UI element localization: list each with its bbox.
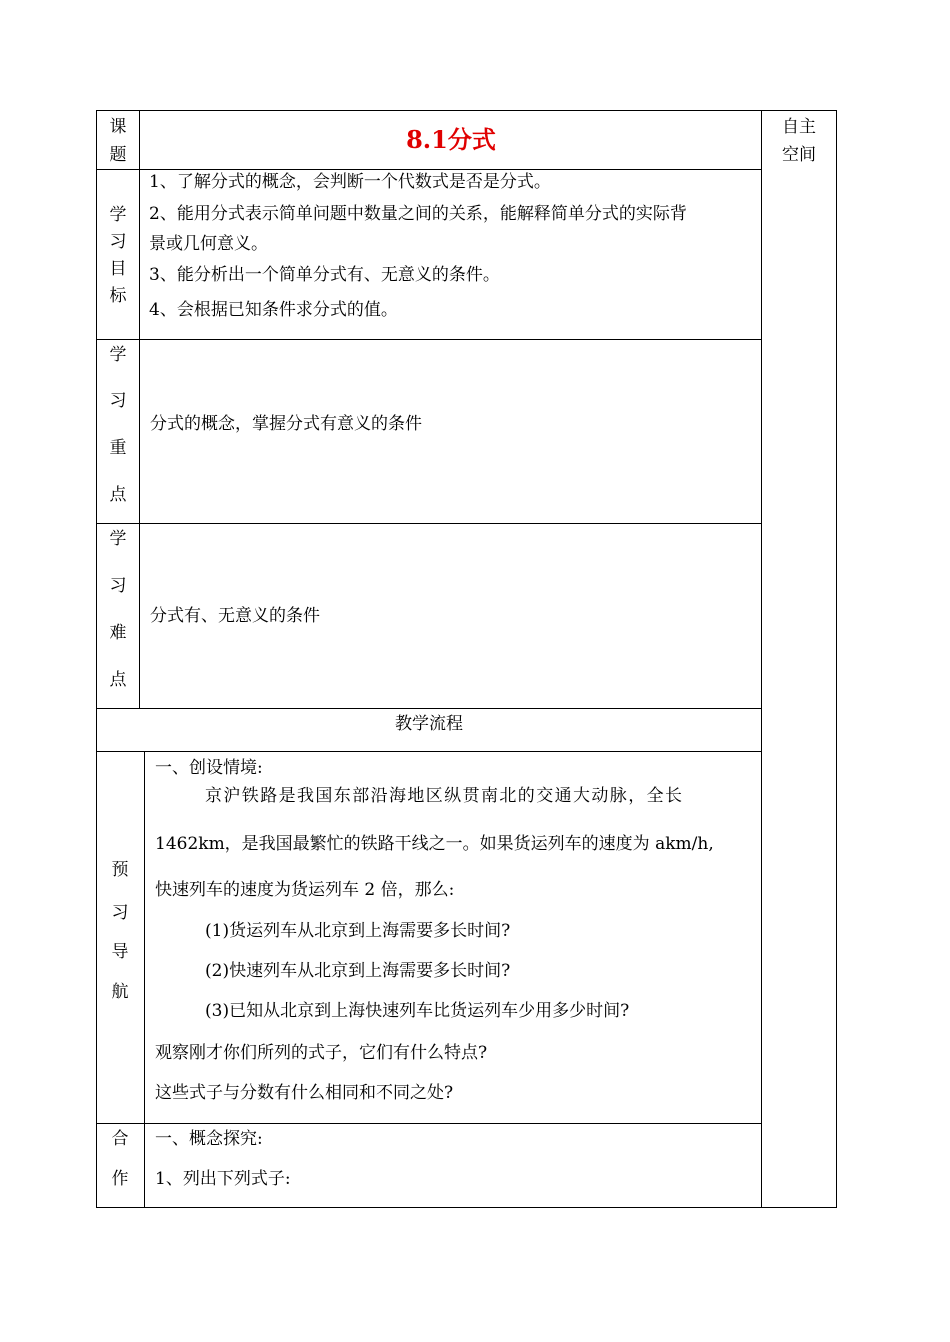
column-divider [144, 751, 145, 1207]
preview-line: 观察刚才你们所列的式子，它们有什么特点? [155, 1043, 488, 1063]
difficulties-label-char: 习 [109, 576, 127, 596]
preview-line: 快速列车的速度为货运列车 2 倍，那么: [155, 880, 455, 900]
row-divider [96, 751, 762, 752]
preview-line: (2)快速列车从北京到上海需要多长时间? [205, 961, 511, 981]
row-divider [96, 523, 762, 524]
self-space-label-line2: 空间 [782, 145, 816, 165]
topic-label-line1: 课 [109, 117, 127, 137]
objectives-label-char: 标 [109, 286, 127, 306]
objective-line: 3、能分析出一个简单分式有、无意义的条件。 [149, 265, 500, 285]
preview-line: 1462km，是我国最繁忙的铁路干线之一。如果货运列车的速度为 akm/h, [155, 834, 714, 854]
objective-line: 4、会根据已知条件求分式的值。 [149, 300, 398, 320]
row-divider [96, 169, 762, 170]
flow-heading: 教学流程 [395, 714, 463, 734]
preview-line: (1)货运列车从北京到上海需要多长时间? [205, 921, 511, 941]
table-border-right [836, 110, 837, 1208]
preview-line: 这些式子与分数有什么相同和不同之处? [155, 1083, 454, 1103]
objectives-label-char: 学 [109, 205, 127, 225]
difficulties-label-char: 难 [109, 623, 127, 643]
cooperation-line: 一、概念探究: [155, 1129, 263, 1149]
difficulties-label-char: 学 [109, 529, 127, 549]
page-title: 8.1分式 [406, 125, 496, 154]
preview-label-char: 导 [111, 942, 129, 962]
preview-label-char: 航 [111, 982, 129, 1002]
difficulties-text: 分式有、无意义的条件 [150, 606, 320, 626]
column-divider [139, 110, 140, 708]
table-border-top [96, 110, 837, 111]
key-points-label-char: 点 [109, 485, 127, 505]
difficulties-label-char: 点 [109, 670, 127, 690]
key-points-text: 分式的概念，掌握分式有意义的条件 [150, 414, 422, 434]
cooperation-label-char: 作 [111, 1169, 129, 1189]
preview-label-char: 预 [111, 860, 129, 880]
row-divider [96, 339, 762, 340]
table-border-bottom [96, 1207, 837, 1208]
row-divider [96, 1123, 762, 1124]
table-border-left [96, 110, 97, 1208]
objective-line: 2、能用分式表示简单问题中数量之间的关系，能解释简单分式的实际背 [149, 204, 687, 224]
objective-line: 景或几何意义。 [149, 234, 268, 254]
column-divider-self-space [761, 110, 762, 1208]
preview-line: 京沪铁路是我国东部沿海地区纵贯南北的交通大动脉，全长 [205, 786, 684, 806]
preview-label-char: 习 [111, 903, 129, 923]
key-points-label-char: 学 [109, 345, 127, 365]
preview-line: (3)已知从北京到上海快速列车比货运列车少用多少时间? [205, 1001, 630, 1021]
objectives-label-char: 目 [109, 259, 127, 279]
objective-line: 1、了解分式的概念，会判断一个代数式是否是分式。 [149, 172, 551, 192]
self-space-label-line1: 自主 [782, 117, 816, 137]
cooperation-label-char: 合 [111, 1129, 129, 1149]
cooperation-line: 1、列出下列式子: [155, 1169, 291, 1189]
key-points-label-char: 重 [109, 438, 127, 458]
row-divider [96, 708, 762, 709]
preview-line: 一、创设情境: [155, 758, 263, 778]
topic-label-line2: 题 [109, 145, 127, 165]
key-points-label-char: 习 [109, 391, 127, 411]
objectives-label-char: 习 [109, 232, 127, 252]
